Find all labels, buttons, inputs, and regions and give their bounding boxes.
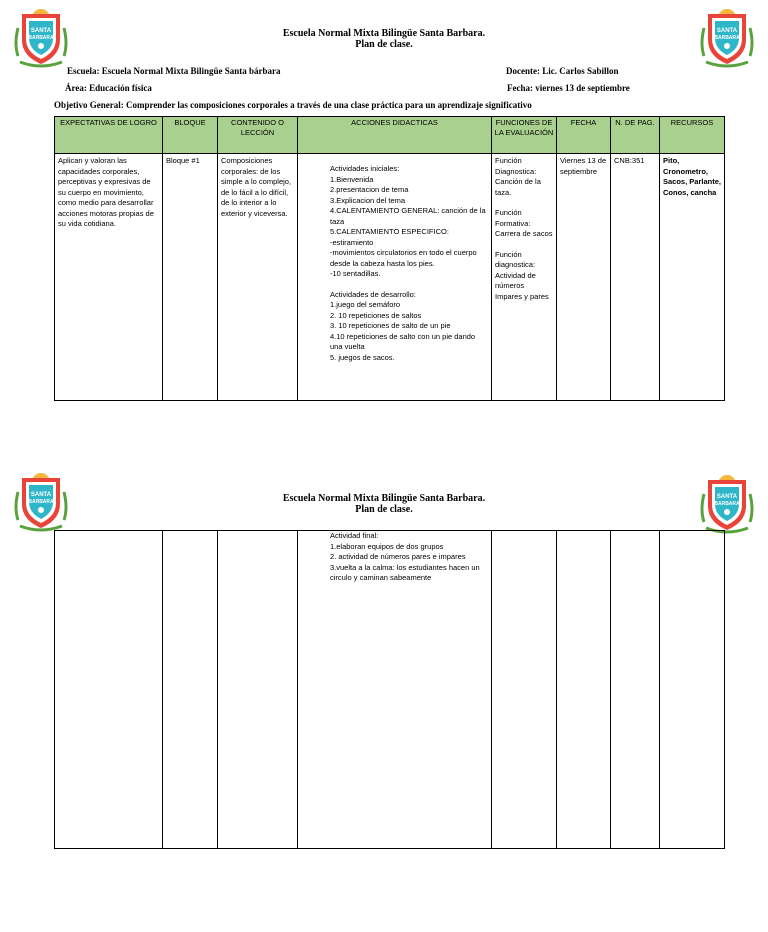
objetivo-general: Objetivo General: Comprender las composiciones corporales a través de una clase práctica para un aprendizaje significativo	[54, 100, 532, 110]
cell-fecha	[557, 531, 611, 849]
acciones-line: 1.elaboran equipos de dos grupos	[330, 541, 444, 551]
logo-bottom-text: BARBARA	[28, 35, 54, 41]
cell-expectativas	[55, 531, 163, 849]
acciones-line: 2. 10 repeticiones de saltos	[330, 310, 422, 320]
page-2	[0, 466, 768, 932]
acciones-line: 3. 10 repeticiones de salto de un pie	[330, 321, 451, 330]
plan-title: Plan de clase.	[355, 504, 413, 515]
acciones-line: Actividades de desarrollo:	[330, 289, 416, 299]
acciones-line: 3.Explicacion del tema	[330, 195, 406, 205]
plan-table	[54, 116, 725, 401]
acciones-line: 4.10 repeticiones de salto con un pie dando una vuelta	[330, 331, 476, 351]
cell-acciones	[298, 531, 492, 849]
cell-recursos: Pito, Cronometro, Sacos, Parlante, Conos, cancha	[660, 154, 725, 401]
page-1	[0, 0, 768, 465]
logo-top-text: SANTA	[30, 28, 52, 34]
cell-funciones	[492, 154, 557, 401]
acciones-line: 5. juegos de sacos.	[330, 352, 395, 362]
cell-expectativas: Aplican y valoran las capacidades corporales, perceptivas y expresivas de su cuerpo en movimiento, como medio para desarrollar acciones motoras propias de su vida cotidiana.	[55, 154, 163, 401]
fecha-label: Fecha: viernes 13 de septiembre	[507, 83, 630, 93]
acciones-line: 2. actividad de números pares e impares	[330, 552, 466, 561]
cell-funciones	[492, 531, 557, 849]
school-title: Escuela Normal Mixta Bilingüe Santa Barbara.	[282, 28, 486, 39]
acciones-line: -10 sentadillas.	[330, 269, 381, 278]
logo-bottom-text: BARBARA	[28, 499, 54, 505]
acciones-line: -movimientos circulatorios en todo el cuerpo desde la cabeza hasta los pies.	[330, 248, 477, 268]
col-expectativas: EXPECTATIVAS DE LOGRO	[55, 117, 163, 154]
logo-bottom-text: BARBARA	[714, 35, 740, 41]
col-recursos: RECURSOS	[660, 117, 725, 154]
acciones-line: Actividad final:	[330, 531, 379, 540]
cell-fecha: Viernes 13 de septiembre	[557, 154, 611, 401]
cell-pagina: CNB:351	[611, 154, 660, 401]
cell-bloque: Bloque #1	[163, 154, 218, 401]
escuela-label: Escuela: Escuela Normal Mixta Bilingüe Santa bárbara	[67, 66, 281, 76]
acciones-line: 2.presentacion de tema	[330, 185, 409, 194]
col-bloque: BLOQUE	[163, 117, 218, 154]
cell-bloque	[163, 531, 218, 849]
logo-top-text: SANTA	[716, 28, 738, 34]
spacer	[330, 280, 488, 290]
logo-top-text: SANTA	[30, 492, 52, 498]
spacer	[495, 240, 553, 250]
table-row	[55, 154, 725, 401]
acciones-line: 1.Bienvenida	[330, 174, 374, 184]
col-acciones: ACCIONES DIDACTICAS	[298, 117, 492, 154]
acciones-line: Actividades iniciales:	[330, 164, 400, 173]
cell-pagina	[611, 531, 660, 849]
docente-label: Docente: Lic. Carlos Sabillon	[506, 66, 619, 76]
col-funciones: FUNCIONES DE LA EVALUACIÓN	[492, 117, 557, 154]
acciones-line: 5.CALENTAMIENTO ESPECIFICO:	[330, 227, 449, 236]
plan-table-continued	[54, 530, 725, 849]
cell-acciones	[298, 154, 492, 401]
table-header-row	[55, 117, 725, 154]
funcion-line: Función Formativa: Carrera de sacos	[495, 208, 553, 238]
cell-contenido	[218, 531, 298, 849]
col-fecha: FECHA	[557, 117, 611, 154]
cell-recursos	[660, 531, 725, 849]
col-pagina: N. DE PAG.	[611, 117, 660, 154]
spacer	[495, 198, 553, 208]
funcion-line: Función diagnostica: Actividad de números Impares y pares	[495, 249, 549, 301]
school-title: Escuela Normal Mixta Bilingüe Santa Barbara.	[282, 493, 486, 504]
acciones-line: -estiramiento	[330, 237, 374, 247]
logo-bottom-text: BARBARA	[714, 501, 740, 507]
area-label: Área: Educación física	[65, 83, 152, 93]
col-contenido: CONTENIDO O LECCIÓN	[218, 117, 298, 154]
funcion-line: Función Diagnostica: Canción de la taza.	[495, 156, 541, 197]
acciones-line: 3.vuelta a la calma: los estudiantes hacen un circulo y caminan sabeamente	[330, 562, 480, 582]
plan-title: Plan de clase.	[355, 39, 413, 50]
cell-contenido: Composiciones corporales: de los simple a lo complejo, de lo fácil a lo difícil, de lo interior a lo exterior y viceversa.	[218, 154, 298, 401]
acciones-line: 1.juego del semáforo	[330, 300, 401, 309]
logo-top-text: SANTA	[716, 494, 738, 500]
table-row	[55, 531, 725, 849]
acciones-line: 4.CALENTAMIENTO GENERAL: canción de la taza	[330, 206, 486, 226]
